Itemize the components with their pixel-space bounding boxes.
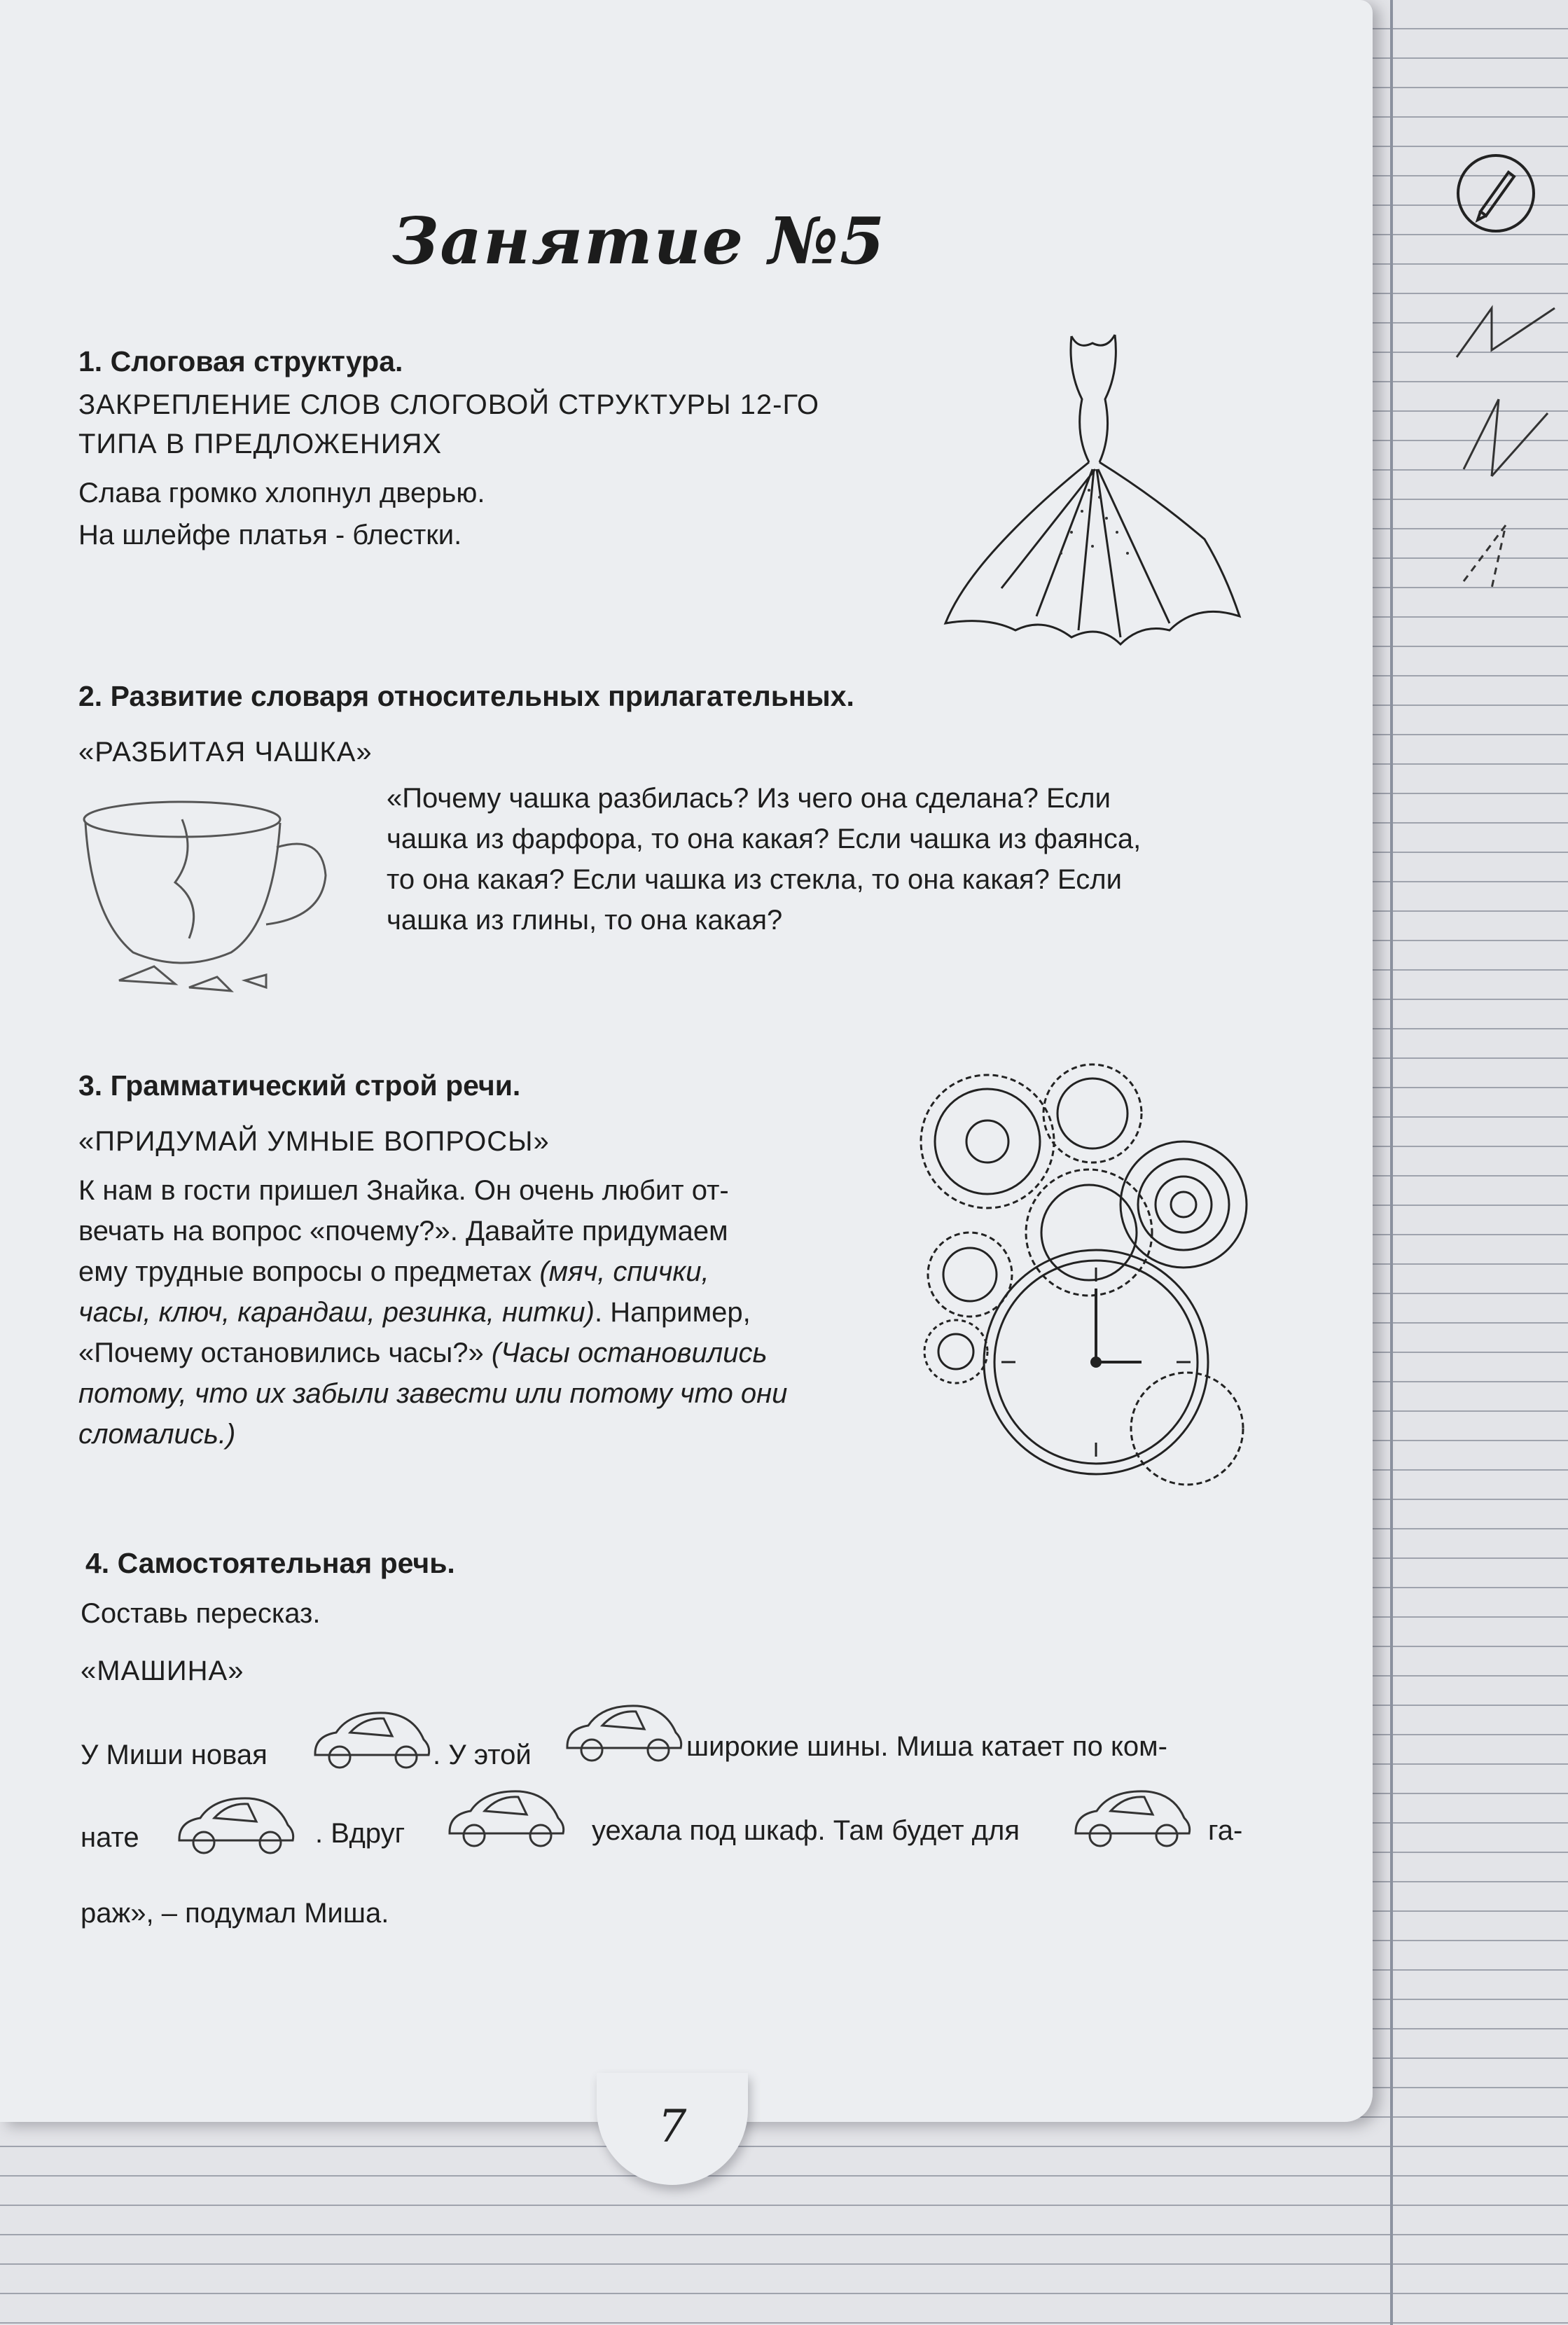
section-3-text-line-5 bbox=[78, 1333, 768, 1373]
car-icon bbox=[560, 1698, 686, 1768]
section-1-subtitle-line-1: ЗАКРЕПЛЕНИЕ СЛОВ СЛОГОВОЙ СТРУКТУРЫ 12-ГО bbox=[78, 389, 819, 420]
dress-illustration bbox=[931, 322, 1261, 665]
notebook-scribble bbox=[1450, 294, 1562, 616]
pencil-icon bbox=[1457, 154, 1535, 233]
rebus-text-1: У Миши новая bbox=[81, 1740, 268, 1770]
section-3-text-line-6: потому, что их забыли завести или потому что они bbox=[78, 1378, 788, 1409]
rebus-text-3: широкие шины. Миша катает по ком- bbox=[686, 1731, 1167, 1762]
section-2-text-line-3: то она какая? Если чашка из стекла, то она какая? Если bbox=[387, 864, 1122, 895]
section-3-text-line-5-plain: «Почему остановились часы?» bbox=[78, 1338, 492, 1368]
section-1-subtitle-line-2: ТИПА В ПРЕДЛОЖЕНИЯХ bbox=[78, 429, 443, 459]
section-3-game-title: «ПРИДУМАЙ УМНЫЕ ВОПРОСЫ» bbox=[78, 1126, 550, 1157]
car-icon bbox=[443, 1783, 569, 1853]
section-1-heading: 1. Слоговая структура. bbox=[78, 345, 403, 377]
gears-clock-illustration bbox=[917, 1057, 1254, 1506]
section-4-task: Составь пересказ. bbox=[81, 1598, 321, 1629]
section-3-text-line-3 bbox=[78, 1252, 709, 1291]
rebus-text-5: . Вдруг bbox=[315, 1818, 405, 1849]
section-3-text-line-4 bbox=[78, 1293, 751, 1332]
car-icon bbox=[1069, 1783, 1195, 1853]
broken-cup-illustration bbox=[77, 791, 336, 1001]
section-2-text-line-1: «Почему чашка разбилась? Из чего она сделана? Если bbox=[387, 783, 1111, 814]
page-number: 7 bbox=[658, 2101, 687, 2153]
section-3-text-line-3-italic: (мяч, спички, bbox=[539, 1256, 709, 1287]
section-1-sentence-1: Слава громко хлопнул дверью. bbox=[78, 478, 485, 508]
section-4-game-title: «МАШИНА» bbox=[81, 1656, 244, 1686]
section-1-sentence-2: На шлейфе платья - блестки. bbox=[78, 520, 462, 550]
rebus-text-7: га- bbox=[1208, 1815, 1243, 1846]
section-3-text-line-2: вечать на вопрос «почему?». Давайте придумаем bbox=[78, 1216, 728, 1247]
page-title: Занятие №5 bbox=[392, 203, 887, 279]
section-3-text-line-1: К нам в гости пришел Знайка. Он очень любит от- bbox=[78, 1175, 729, 1206]
section-3-text-line-7: сломались.) bbox=[78, 1419, 236, 1450]
rebus-text-4: нате bbox=[81, 1822, 139, 1853]
section-3-text-line-4-plain: . Например, bbox=[594, 1297, 751, 1328]
section-2-text-line-2: чашка из фарфора, то она какая? Если чашка из фаянса, bbox=[387, 824, 1142, 854]
rebus-text-6: уехала под шкаф. Там будет для bbox=[592, 1815, 1020, 1846]
section-2-text-line-4: чашка из глины, то она какая? bbox=[387, 905, 783, 936]
section-3-text-line-4-italic: часы, ключ, карандаш, резинка, нитки) bbox=[78, 1297, 595, 1328]
section-2-game-title: «РАЗБИТАЯ ЧАШКА» bbox=[78, 737, 373, 768]
section-3-text-line-3-plain: ему трудные вопросы о предметах bbox=[78, 1256, 540, 1287]
rebus-text-2: . У этой bbox=[433, 1740, 532, 1770]
section-2-heading: 2. Развитие словаря относительных прилагательных. bbox=[78, 680, 854, 712]
section-3-heading: 3. Грамматический строй речи. bbox=[78, 1069, 521, 1102]
car-icon bbox=[172, 1790, 298, 1860]
notebook-margin-line bbox=[1390, 0, 1393, 2325]
rebus-text-8: раж», – подумал Миша. bbox=[81, 1898, 389, 1929]
section-3-text-line-5-italic: (Часы остановились bbox=[491, 1338, 768, 1368]
car-icon bbox=[308, 1705, 434, 1775]
section-4-heading: 4. Самостоятельная речь. bbox=[85, 1547, 455, 1579]
